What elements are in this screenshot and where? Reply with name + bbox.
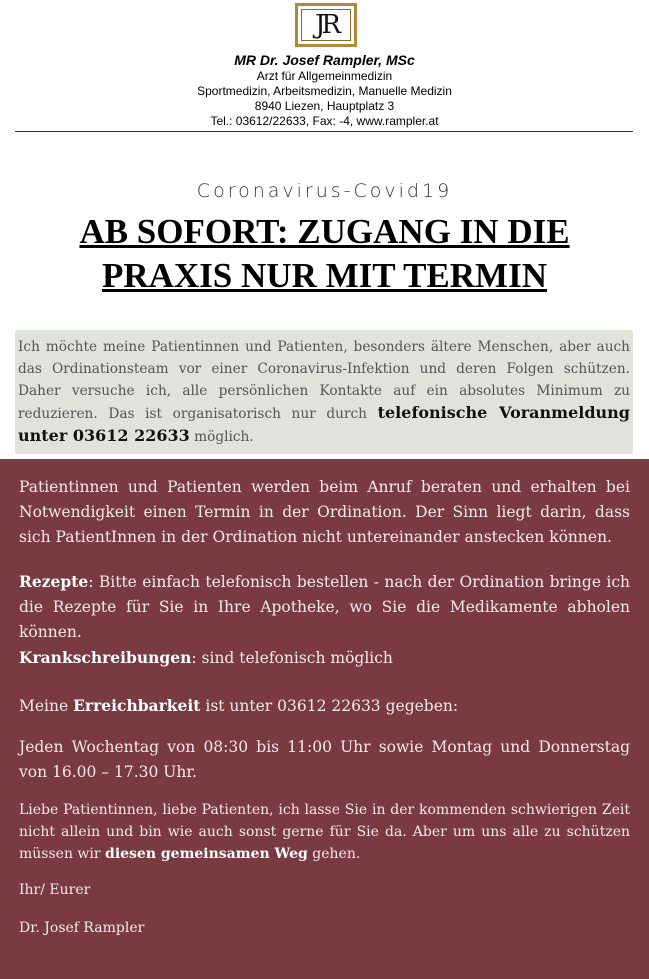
address-line: 8940 Liezen, Hauptplatz 3	[254, 99, 395, 113]
intro-box	[15, 330, 633, 454]
prescriptions-label: Rezepte	[19, 572, 89, 591]
sick-notes-text: : sind telefonisch möglich	[191, 649, 393, 667]
headline-line-1: AB SOFORT: ZUGANG IN DIE	[79, 212, 570, 251]
letterhead	[0, 52, 649, 129]
headline-line-2: PRAXIS NUR MIT TERMIN	[101, 256, 547, 295]
prescriptions-paragraph	[19, 569, 630, 645]
info-panel	[0, 459, 649, 979]
doctor-name: MR Dr. Josef Rampler, MSc	[234, 52, 415, 68]
closing-paragraph	[19, 799, 630, 865]
practice-logo	[295, 3, 357, 47]
intro-tail: möglich.	[194, 429, 254, 445]
office-hours: Jeden Wochentag von 08:30 bis 11:00 Uhr sowie Montag und Donnerstag von 16.00 – 17.30 Uhr.	[19, 738, 630, 781]
headline	[0, 210, 649, 298]
specialty-line: Arzt für Allgemeinmedizin	[256, 69, 393, 83]
signature: Dr. Josef Rampler	[19, 920, 145, 936]
closing-text: Liebe Patientinnen, liebe Patienten, ich lasse Sie in der kommenden schwierigen Zeit nicht allein und bin wie auch sonst gerne für Sie da. Aber um uns alle zu schützen müssen wir	[19, 802, 630, 862]
reachability-prefix: Meine	[19, 697, 69, 715]
header-divider	[15, 131, 633, 132]
reachability-text: ist unter 03612 22633 gegeben:	[205, 697, 459, 715]
closing-tail: gehen.	[312, 846, 361, 862]
sick-notes-label: Krankschreibungen	[19, 648, 192, 667]
intro-text: Ich möchte meine Patientinnen und Patienten, besonders ältere Menschen, aber auch das Ordinationsteam vor einer Coronavirus-Infektion und deren Folgen schützen. Daher versuche ich, alle persönlichen Kontakte auf ein absolutes Minimum zu reduzieren. Das ist organisatorisch nur durch	[18, 339, 630, 422]
consultation-paragraph: Patientinnen und Patienten werden beim Anruf beraten und erhalten bei Notwendigkeit einen Termin in der Ordination. Der Sinn liegt darin, dass sich PatientInnen in der Ordination nicht untereinander anstecken können.	[19, 478, 630, 546]
reachability-paragraph	[19, 693, 630, 719]
prescriptions-text: : Bitte einfach telefonisch bestellen - nach der Ordination bringe ich die Rezepte für Sie in Ihre Apotheke, wo Sie die Medikamente abholen können.	[19, 573, 630, 641]
contact-line: Tel.: 03612/22633, Fax: -4, www.rampler.at	[210, 114, 439, 128]
closing-emphasis: diesen gemeinsamen Weg	[105, 846, 308, 862]
sick-notes-paragraph	[19, 645, 630, 671]
topic-title: Coronavirus-Covid19	[196, 180, 453, 202]
logo-letters: JR	[301, 9, 351, 41]
sign-off: Ihr/ Eurer	[19, 882, 91, 898]
reachability-label: Erreichbarkeit	[73, 696, 201, 715]
subspecialty-line: Sportmedizin, Arbeitsmedizin, Manuelle Medizin	[197, 84, 452, 98]
phone-appointment-emphasis: telefonische Voranmeldung unter 03612 22633	[18, 403, 630, 445]
